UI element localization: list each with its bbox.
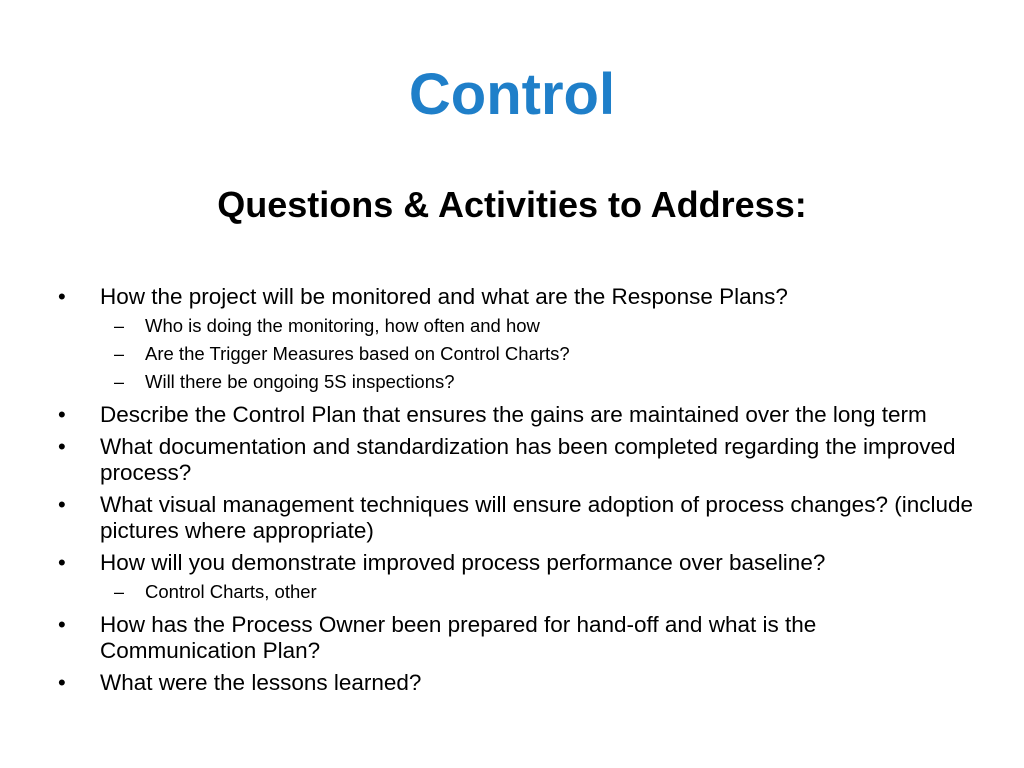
- list-item: [56, 492, 976, 544]
- sub-list-item-text: Are the Trigger Measures based on Control Charts?: [145, 343, 570, 364]
- list-item: [56, 284, 976, 396]
- bullet-icon: •: [58, 612, 66, 637]
- dash-icon: –: [114, 316, 125, 336]
- bullet-icon: •: [58, 402, 66, 427]
- list-item-text: What documentation and standardization has been completed regarding the improved process?: [100, 434, 956, 485]
- slide-subtitle: Questions & Activities to Address:: [217, 184, 807, 225]
- list-item: [56, 612, 976, 664]
- bullet-icon: •: [58, 434, 66, 459]
- list-item-text: How the project will be monitored and what are the Response Plans?: [100, 284, 788, 309]
- list-item: [56, 402, 976, 428]
- sub-list: [100, 578, 976, 606]
- bullet-icon: •: [58, 284, 66, 309]
- dash-icon: –: [114, 372, 125, 392]
- list-item-text: How will you demonstrate improved process performance over baseline?: [100, 550, 826, 575]
- sub-list-item: [100, 340, 976, 368]
- bullet-icon: •: [58, 492, 66, 517]
- sub-list-item-text: Who is doing the monitoring, how often and how: [145, 315, 540, 336]
- slide-title: Control: [408, 62, 616, 127]
- sub-list: [100, 312, 976, 396]
- bullet-icon: •: [58, 670, 66, 695]
- sub-list-item: [100, 368, 976, 396]
- list-item-text: Describe the Control Plan that ensures the gains are maintained over the long term: [100, 402, 927, 427]
- sub-list-item: [100, 312, 976, 340]
- dash-icon: –: [114, 582, 125, 602]
- sub-list-item-text: Will there be ongoing 5S inspections?: [145, 371, 455, 392]
- bullet-icon: •: [58, 550, 66, 575]
- list-item-text: What were the lessons learned?: [100, 670, 422, 695]
- list-item: [56, 670, 976, 696]
- list-item: [56, 434, 976, 486]
- sub-list-item-text: Control Charts, other: [145, 581, 317, 602]
- list-item: [56, 550, 976, 606]
- list-item-text: What visual management techniques will ensure adoption of process changes? (include pictures where appropriate): [100, 492, 974, 543]
- sub-list-item: [100, 578, 976, 606]
- bullet-list: [56, 284, 976, 702]
- list-item-text: How has the Process Owner been prepared for hand-off and what is the Communication Plan?: [100, 612, 817, 663]
- dash-icon: –: [114, 344, 125, 364]
